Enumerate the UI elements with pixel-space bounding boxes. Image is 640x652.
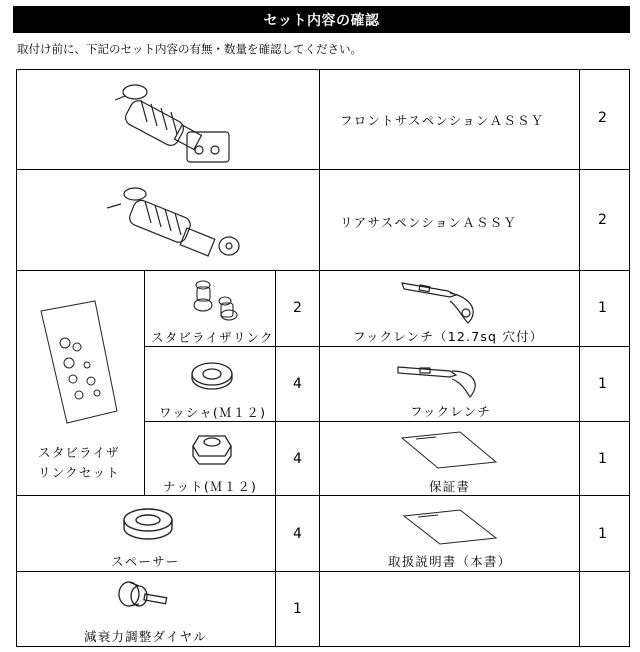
spacer-image-cell xyxy=(16,495,276,572)
washer-label: ワッシャ(Ｍ１２) xyxy=(159,405,267,420)
stab-link-label: スタビライザリンク xyxy=(151,330,274,345)
hook-wrench-hole-label: フックレンチ（12.7sq 穴付） xyxy=(353,329,544,344)
spacer-label: スペーサー xyxy=(111,554,180,569)
rear-assy-image-cell xyxy=(16,169,320,271)
rear-assy-qty: 2 xyxy=(598,212,607,228)
stab-set-label-line2: リンクセット xyxy=(38,465,120,480)
hook-wrench-hole-qty: 1 xyxy=(598,300,607,316)
washer-qty: 4 xyxy=(293,376,302,392)
stab-link-qty-cell xyxy=(275,270,320,347)
hook-wrench-image-cell xyxy=(319,346,580,422)
rear-assy-label-cell xyxy=(319,169,580,271)
washer-image-cell xyxy=(144,346,276,422)
manual-label: 取扱説明書（本書） xyxy=(388,554,512,569)
empty-qty-cell xyxy=(579,571,630,647)
front-assy-label: フロントサスペンションＡＳＳＹ xyxy=(340,113,545,128)
hook-wrench-hole-qty-cell xyxy=(579,270,630,347)
damping-dial-label: 減衰力調整ダイヤル xyxy=(84,629,207,644)
front-assy-label-cell xyxy=(319,69,580,170)
warranty-qty-cell xyxy=(579,421,630,496)
stab-link-image-cell xyxy=(144,270,276,347)
section-header: セット内容の確認 xyxy=(13,6,630,33)
warranty-image-cell xyxy=(319,421,580,496)
washer-qty-cell xyxy=(275,346,320,422)
damping-dial-image-cell xyxy=(16,571,276,647)
warranty-qty: 1 xyxy=(598,451,607,467)
manual-image-cell xyxy=(319,495,580,572)
front-assy-image-cell xyxy=(16,69,320,170)
nut-qty-cell xyxy=(275,421,320,496)
rear-assy-label: リアサスペンションＡＳＳＹ xyxy=(340,215,518,230)
rear-suspension-illustration xyxy=(17,170,321,272)
nut-image-cell xyxy=(144,421,276,496)
spacer-qty-cell xyxy=(275,495,320,572)
spacer-qty: 4 xyxy=(293,526,302,542)
stab-link-qty: 2 xyxy=(293,300,302,316)
front-suspension-illustration xyxy=(17,70,321,171)
stab-set-label-line1: スタビライザ xyxy=(38,445,120,460)
warranty-label: 保証書 xyxy=(429,479,471,494)
manual-qty: 1 xyxy=(598,526,607,542)
hook-wrench-qty-cell xyxy=(579,346,630,422)
intro-text: 取付け前に、下記のセット内容の有無・数量を確認してください。 xyxy=(17,42,362,56)
front-assy-qty: 2 xyxy=(598,110,607,126)
stab-set-cell xyxy=(16,270,145,496)
hook-wrench-qty: 1 xyxy=(598,376,607,392)
rear-assy-qty-cell xyxy=(579,169,630,271)
hook-wrench-hole-image-cell xyxy=(319,270,580,347)
damping-dial-qty-cell xyxy=(275,571,320,647)
nut-label: ナット(Ｍ１２) xyxy=(163,479,258,494)
manual-qty-cell xyxy=(579,495,630,572)
empty-label-cell xyxy=(319,571,580,647)
front-assy-qty-cell xyxy=(579,69,630,170)
nut-qty: 4 xyxy=(293,451,302,467)
hook-wrench-label: フックレンチ xyxy=(410,404,492,419)
damping-dial-qty: 1 xyxy=(293,601,302,617)
